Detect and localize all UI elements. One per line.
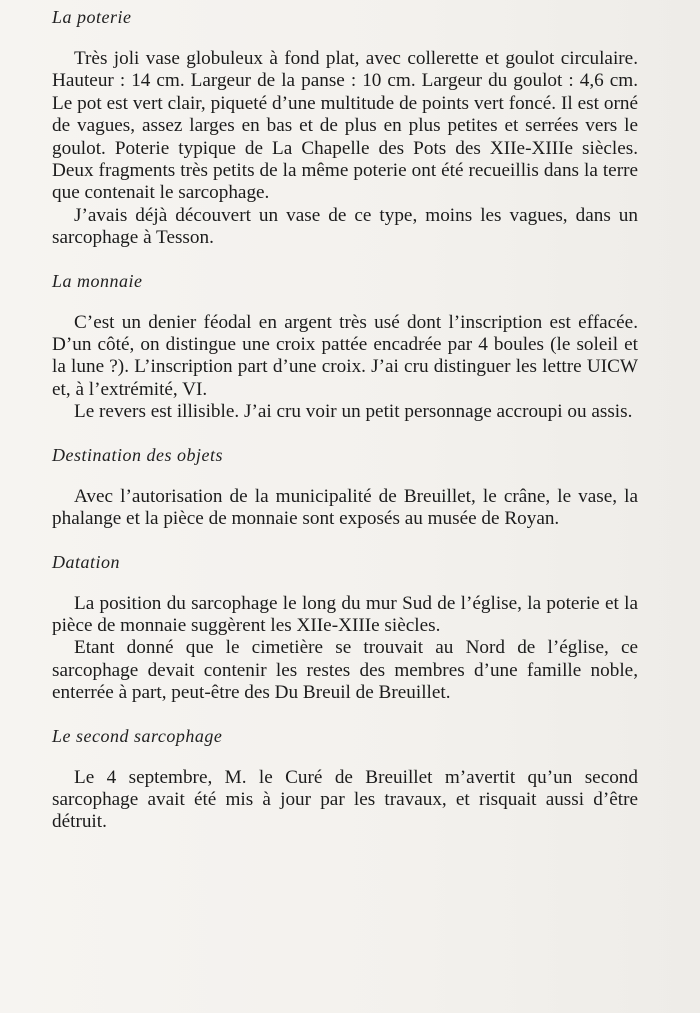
section-heading: Destination des objets [52,444,223,465]
paragraph: Avec l’autorisation de la municipalité de Breuillet, le crâne, le vase, la phalange et la pièce de monnaie sont exposés au musée de Royan. [52,485,638,530]
paragraph: Très joli vase globuleux à fond plat, avec collerette et goulot circulaire. Hauteur : 14 cm. Largeur de la panse : 10 cm. Largeur du goulot : 4,6 cm. Le pot est vert clair, piqueté d’une multitude de points vert foncé. Il est orné de vagues, assez larges en bas et de plus en plus petites et serrées vers le goulot. Poterie typique de La Chapelle des Pots des XIIe-XIIIe siècles. Deux fragments très petits de la même poterie ont été recueillis dans la terre que contenait le sarcophage. [52,48,638,204]
document-body [52,6,638,834]
section-heading: La monnaie [52,270,143,291]
section-heading: Datation [52,551,121,572]
paragraph: Etant donné que le cimetière se trouvait au Nord de l’église, ce sarcophage devait contenir les restes des membres d’une famille noble, enterrée à part, peut-être des Du Breuil de Breuillet. [52,637,638,704]
section-datation [52,551,638,705]
paragraph: J’avais déjà découvert un vase de ce type, moins les vagues, dans un sarcophage à Tesson. [52,204,638,249]
section-le-second-sarcophage [52,725,638,834]
paragraph: Le revers est illisible. J’ai cru voir un petit personnage accroupi ou assis. [74,401,633,423]
section-destination-des-objets [52,444,638,531]
paragraph: La position du sarcophage le long du mur Sud de l’église, la poterie et la pièce de monnaie suggèrent les XIIe-XIIIe siècles. [52,592,638,636]
section-heading: Le second sarcophage [52,725,223,746]
section-la-monnaie [52,270,638,424]
paragraph: Le 4 septembre, M. le Curé de Breuillet m’avertit qu’un second sarcophage avait été mis à jour par les travaux, et risquait aussi d’être détruit. [52,766,638,833]
section-la-poterie [52,6,638,250]
section-heading: La poterie [52,7,132,27]
paragraph: C’est un denier féodal en argent très usé dont l’inscription est effacée. D’un côté, on distingue une croix pattée encadrée par 4 boules (le soleil et la lune ?). L’inscription part d’une croix. J’ai cru distinguer les lettre UICW et, à l’extrémité, VI. [52,311,638,400]
